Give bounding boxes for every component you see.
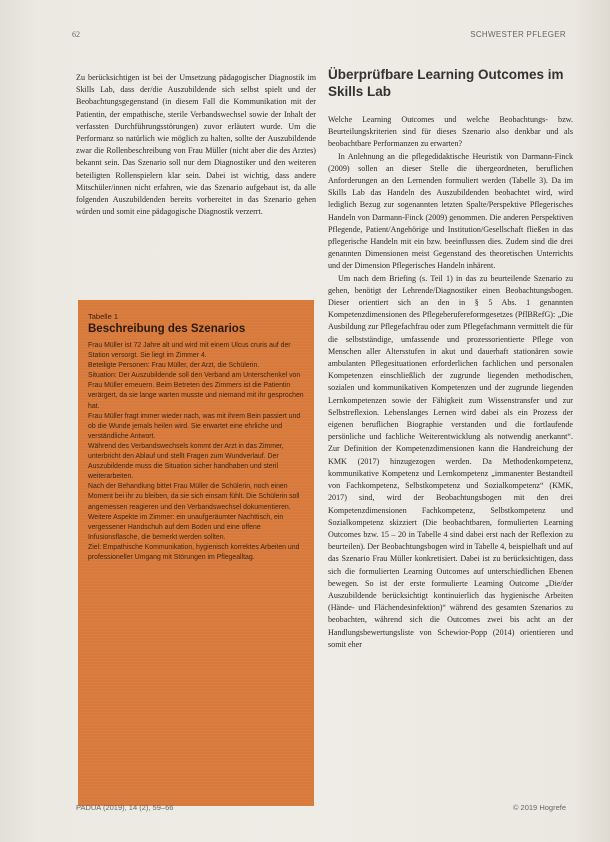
box-body <box>88 341 304 563</box>
box-paragraph: Nach der Behandlung bittet Frau Müller die Schülerin, noch einen Moment bei ihr zu bleiben, da sie sich einsam fühlt. Die Schülerin soll angemessen reagieren und den Verbandswechsel dokumentieren. <box>88 483 300 511</box>
box-paragraph: Ziel: Empathische Kommunikation, hygienisch korrektes Arbeiten und professioneller Umgang mit Störungen im Pflegealltag. <box>88 543 300 561</box>
box-paragraph: Frau Müller ist 72 Jahre alt und wird mit einem Ulcus cruris auf der Station versorgt. Sie liegt im Zimmer 4. <box>88 342 291 360</box>
footer-citation: PADUA (2019), 14 (2), 59–66 <box>76 803 174 812</box>
box-paragraph: Beteiligte Personen: Frau Müller, der Arzt, die Schülerin. <box>88 362 260 370</box>
left-column <box>76 72 316 218</box>
body-paragraph: In Anlehnung an die pflegedidaktische Heuristik von Darmann-Finck (2009) sollen an dieser Stelle die übergeordneten, beruflichen Anforderungen an den Lernenden formuliert werden (Tabelle 3). Da im Skills Lab das Handeln des Auszubildenden beobachtet wird, wird lediglich Bezug zur sogenannten letzten Spalte/Perspektive Pflegerisches Handeln von Darmann-Finck (2009) genommen. Die anderen Perspektiven Pflegende, Patient/Angehörige und Institution/Gesellschaft fließen in das pflegerische Handeln mit ein bzw. beeinflussen dies. Zudem sind die drei genannten Dimensionen meist Gegenstand des theoretischen Unterrichts und der Dimension Pflegerisches Handeln inhärent. <box>328 151 573 271</box>
right-column <box>328 66 573 651</box>
section-heading: Überprüfbare Learning Outcomes im Skills Lab <box>328 67 564 99</box>
running-header: SCHWESTER PFLEGER <box>470 30 566 39</box>
box-paragraph: Frau Müller fragt immer wieder nach, was mit ihrem Bein passiert und ob die Wunde jemals heilen wird. Sie erwartet eine ehrliche und verständliche Antwort. <box>88 412 301 440</box>
page-number: 62 <box>72 30 80 39</box>
box-paragraph: Weitere Aspekte im Zimmer: ein unaufgeräumter Nachttisch, ein vergessener Handschuh auf dem Boden und eine offene Infusionsflasche, die bemerkt werden sollten. <box>88 513 284 541</box>
box-title: Beschreibung des Szenarios <box>88 323 246 335</box>
body-paragraph: Welche Learning Outcomes und welche Beobachtungs- bzw. Beurteilungskriterien sind für dieses Szenario also denkbar und als beobachtbare Performanzen zu erwarten? <box>328 115 573 149</box>
scenario-box <box>78 300 314 806</box>
box-paragraph: Während des Verbandswechsels kommt der Arzt in das Zimmer, unterbricht den Ablauf und stellt Fragen zum Wundverlauf. Der Auszubildende muss die Situation sicher handhaben und steril weiterarbeiten. <box>88 442 284 481</box>
footer-publisher: © 2019 Hogrefe <box>512 803 566 812</box>
body-paragraph: Zu berücksichtigen ist bei der Umsetzung pädagogischer Diagnostik im Skills Lab, dass der/die Auszubildende sich selbst spielt und der Beobachtungsgegenstand (in diesem Fall die Kommunikation mit der Patientin, der empathische, sterile Verbandswechsel sowie der Inhalt der verfassten Durchführungsstörungen) zuvor erläutert wurde. Um die Performanz so natürlich wie möglich zu halten, sollte der Auszubildende zwar die Rollenbeschreibung von Frau Müller (nicht aber die des Arztes) bekannt sein. Das Szenario soll nur dem Diagnostiker und den weiteren beteiligten Rollenspielern klar sein. Dabei ist wichtig, dass andere Mitschüler/innen nicht erfahren, wie das Szenario aufgebaut ist, da alle folgenden Auszubildenden bereits vorbereitet in das Szenario gehen würden und somit eine pädagogische Diagnostik verzerrt. <box>76 73 316 217</box>
box-paragraph: Situation: Der Auszubildende soll den Verband am Unterschenkel von Frau Müller erneuern. Beim Betreten des Zimmers ist die Patientin verärgert, da sie lange warten musste und niemand mit ihr gesprochen hat. <box>88 372 304 410</box>
body-paragraph: Um nach dem Briefing (s. Teil 1) in das zu beurteilende Szenario zu gehen, benötigt der Lehrende/Diagnostiker einen Beobachtungsbogen. Dieser orientiert sich an den in § 5 Abs. 1 genannten Kompetenzdimensionen des Pflegeberufereformgesetzes (PflBRefG): „Die Ausbildung zur Pflegefachfrau oder zum Pflegefachmann vermittelt die für die selbstständige, umfassende und prozessorientierte Pflege von Menschen aller Altersstufen in akut und dauerhaft stationären sowie ambulanten Pflegesituationen erforderlichen fachlichen und personalen Kompetenzen einschließlich der zugrunde liegenden methodischen, sozialen und kommunikativen Kompetenzen und der zugrunde liegenden Lernkompetenzen sowie der Fähigkeit zum Wissenstransfer und zur Selbstreflexion. Lebenslanges Lernen wird dabei als ein Prozess der eigenen beruflichen Biographie verstanden und die fortlaufende persönliche und fachliche Weiterentwicklung als notwendig anerkannt“. Zur Definition der Kompetenzdimensionen kann die Handreichung der KMK (2017) hinzugezogen werden. Da Methodenkompetenz, kommunikative Kompetenz und Lernkompetenz „immanenter Bestandteil von Fachkompetenz, Selbstkompetenz und Sozialkompetenz“ (KMK, 2017) sind, wird der Beobachtungsbogen mit den drei Kompetenzdimensionen Fachkompetenz, Selbstkompetenz und Sozialkompetenz skizziert (Die beobachtbaren, formulierten Learning Outcomes bzw. 15 – 20 in Tabelle 4 sind dabei erst nach der Reflexion zu beurteilen). Der Beobachtungsbogen wird in Tabelle 4, beispielhaft und auf das Szenario Frau Müller konkretisiert. Dabei ist zu berücksichtigen, dass sich die formulierten Learning Outcomes auf unterschiedlichen Ebenen bewegen. So ist der erste formulierte Learning Outcome „Die/der Auszubildende berücksichtigt kontinuierlich das hygienische Arbeiten (Hände- und Flächendesinfektion)“ während des gesamten Szenarios zu beobachten, während sich die Outcomes zwei bis acht an der Handlungsbewertungsliste von Schewior-Popp (2014) orientieren und somit eher <box>328 273 573 649</box>
box-label: Tabelle 1 <box>88 312 119 321</box>
